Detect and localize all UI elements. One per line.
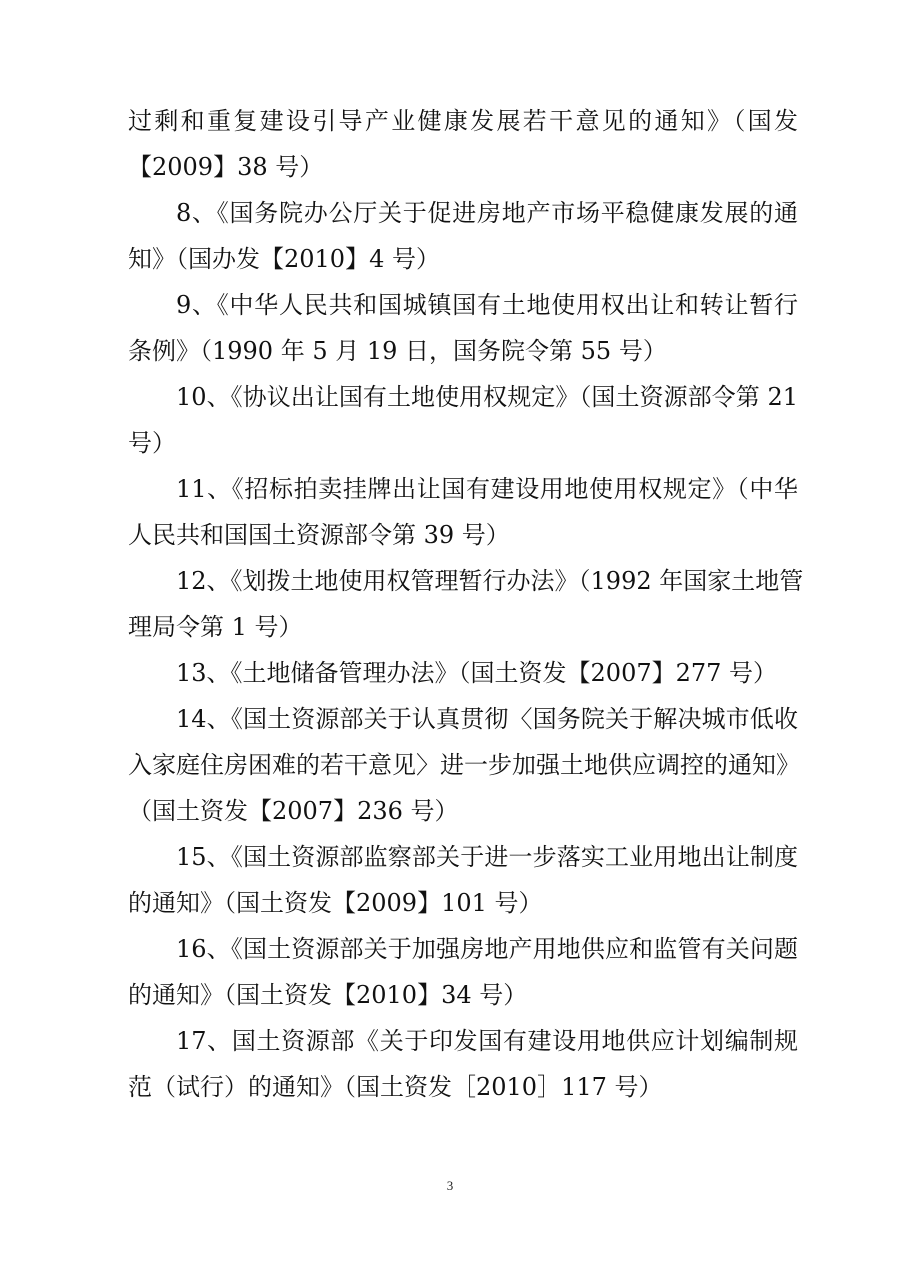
text-line: （国土资发【2007】236 号）: [128, 797, 459, 825]
text-line: 人民共和国国土资源部令第 39 号）: [128, 521, 510, 549]
text-line: 8、《国务院办公厅关于促进房地产市场平稳健康发展的通: [176, 199, 798, 227]
text-line: 条例》（1990 年 5 月 19 日，国务院令第 55 号）: [128, 337, 667, 365]
text-line: 11、《招标拍卖挂牌出让国有建设用地使用权规定》（中华: [176, 475, 798, 503]
text-line: 号）: [128, 429, 176, 457]
text-line: 9、《中华人民共和国城镇国有土地使用权出让和转让暂行: [176, 291, 798, 319]
text-line: 17、国土资源部《关于印发国有建设用地供应计划编制规: [176, 1027, 798, 1055]
text-line: 12、《划拨土地使用权管理暂行办法》（1992 年国家土地管: [176, 567, 804, 595]
text-line: 过剩和重复建设引导产业健康发展若干意见的通知》（国发: [128, 107, 798, 135]
body-text: [128, 98, 804, 1110]
text-line: 16、《国土资源部关于加强房地产用地供应和监管有关问题: [176, 935, 798, 963]
text-line: 知》（国办发【2010】4 号）: [128, 245, 440, 273]
text-line: 的通知》（国土资发【2010】34 号）: [128, 981, 528, 1009]
text-line: 10、《协议出让国有土地使用权规定》（国土资源部令第 21: [176, 383, 798, 411]
text-line: 【2009】38 号）: [128, 153, 324, 181]
text-line: 的通知》（国土资发【2009】101 号）: [128, 889, 543, 917]
text-line: 范（试行）的通知》（国土资发［2010］117 号）: [128, 1073, 663, 1101]
text-line: 入家庭住房困难的若干意见〉进一步加强土地供应调控的通知》: [128, 751, 800, 779]
text-line: 理局令第 1 号）: [128, 613, 303, 641]
page-number: 3: [446, 1178, 454, 1193]
text-line: 15、《国土资源部监察部关于进一步落实工业用地出让制度: [176, 843, 798, 871]
text-line: 14、《国土资源部关于认真贯彻〈国务院关于解决城市低收: [176, 705, 798, 733]
text-line: 13、《土地储备管理办法》（国土资发【2007】277 号）: [176, 659, 778, 687]
